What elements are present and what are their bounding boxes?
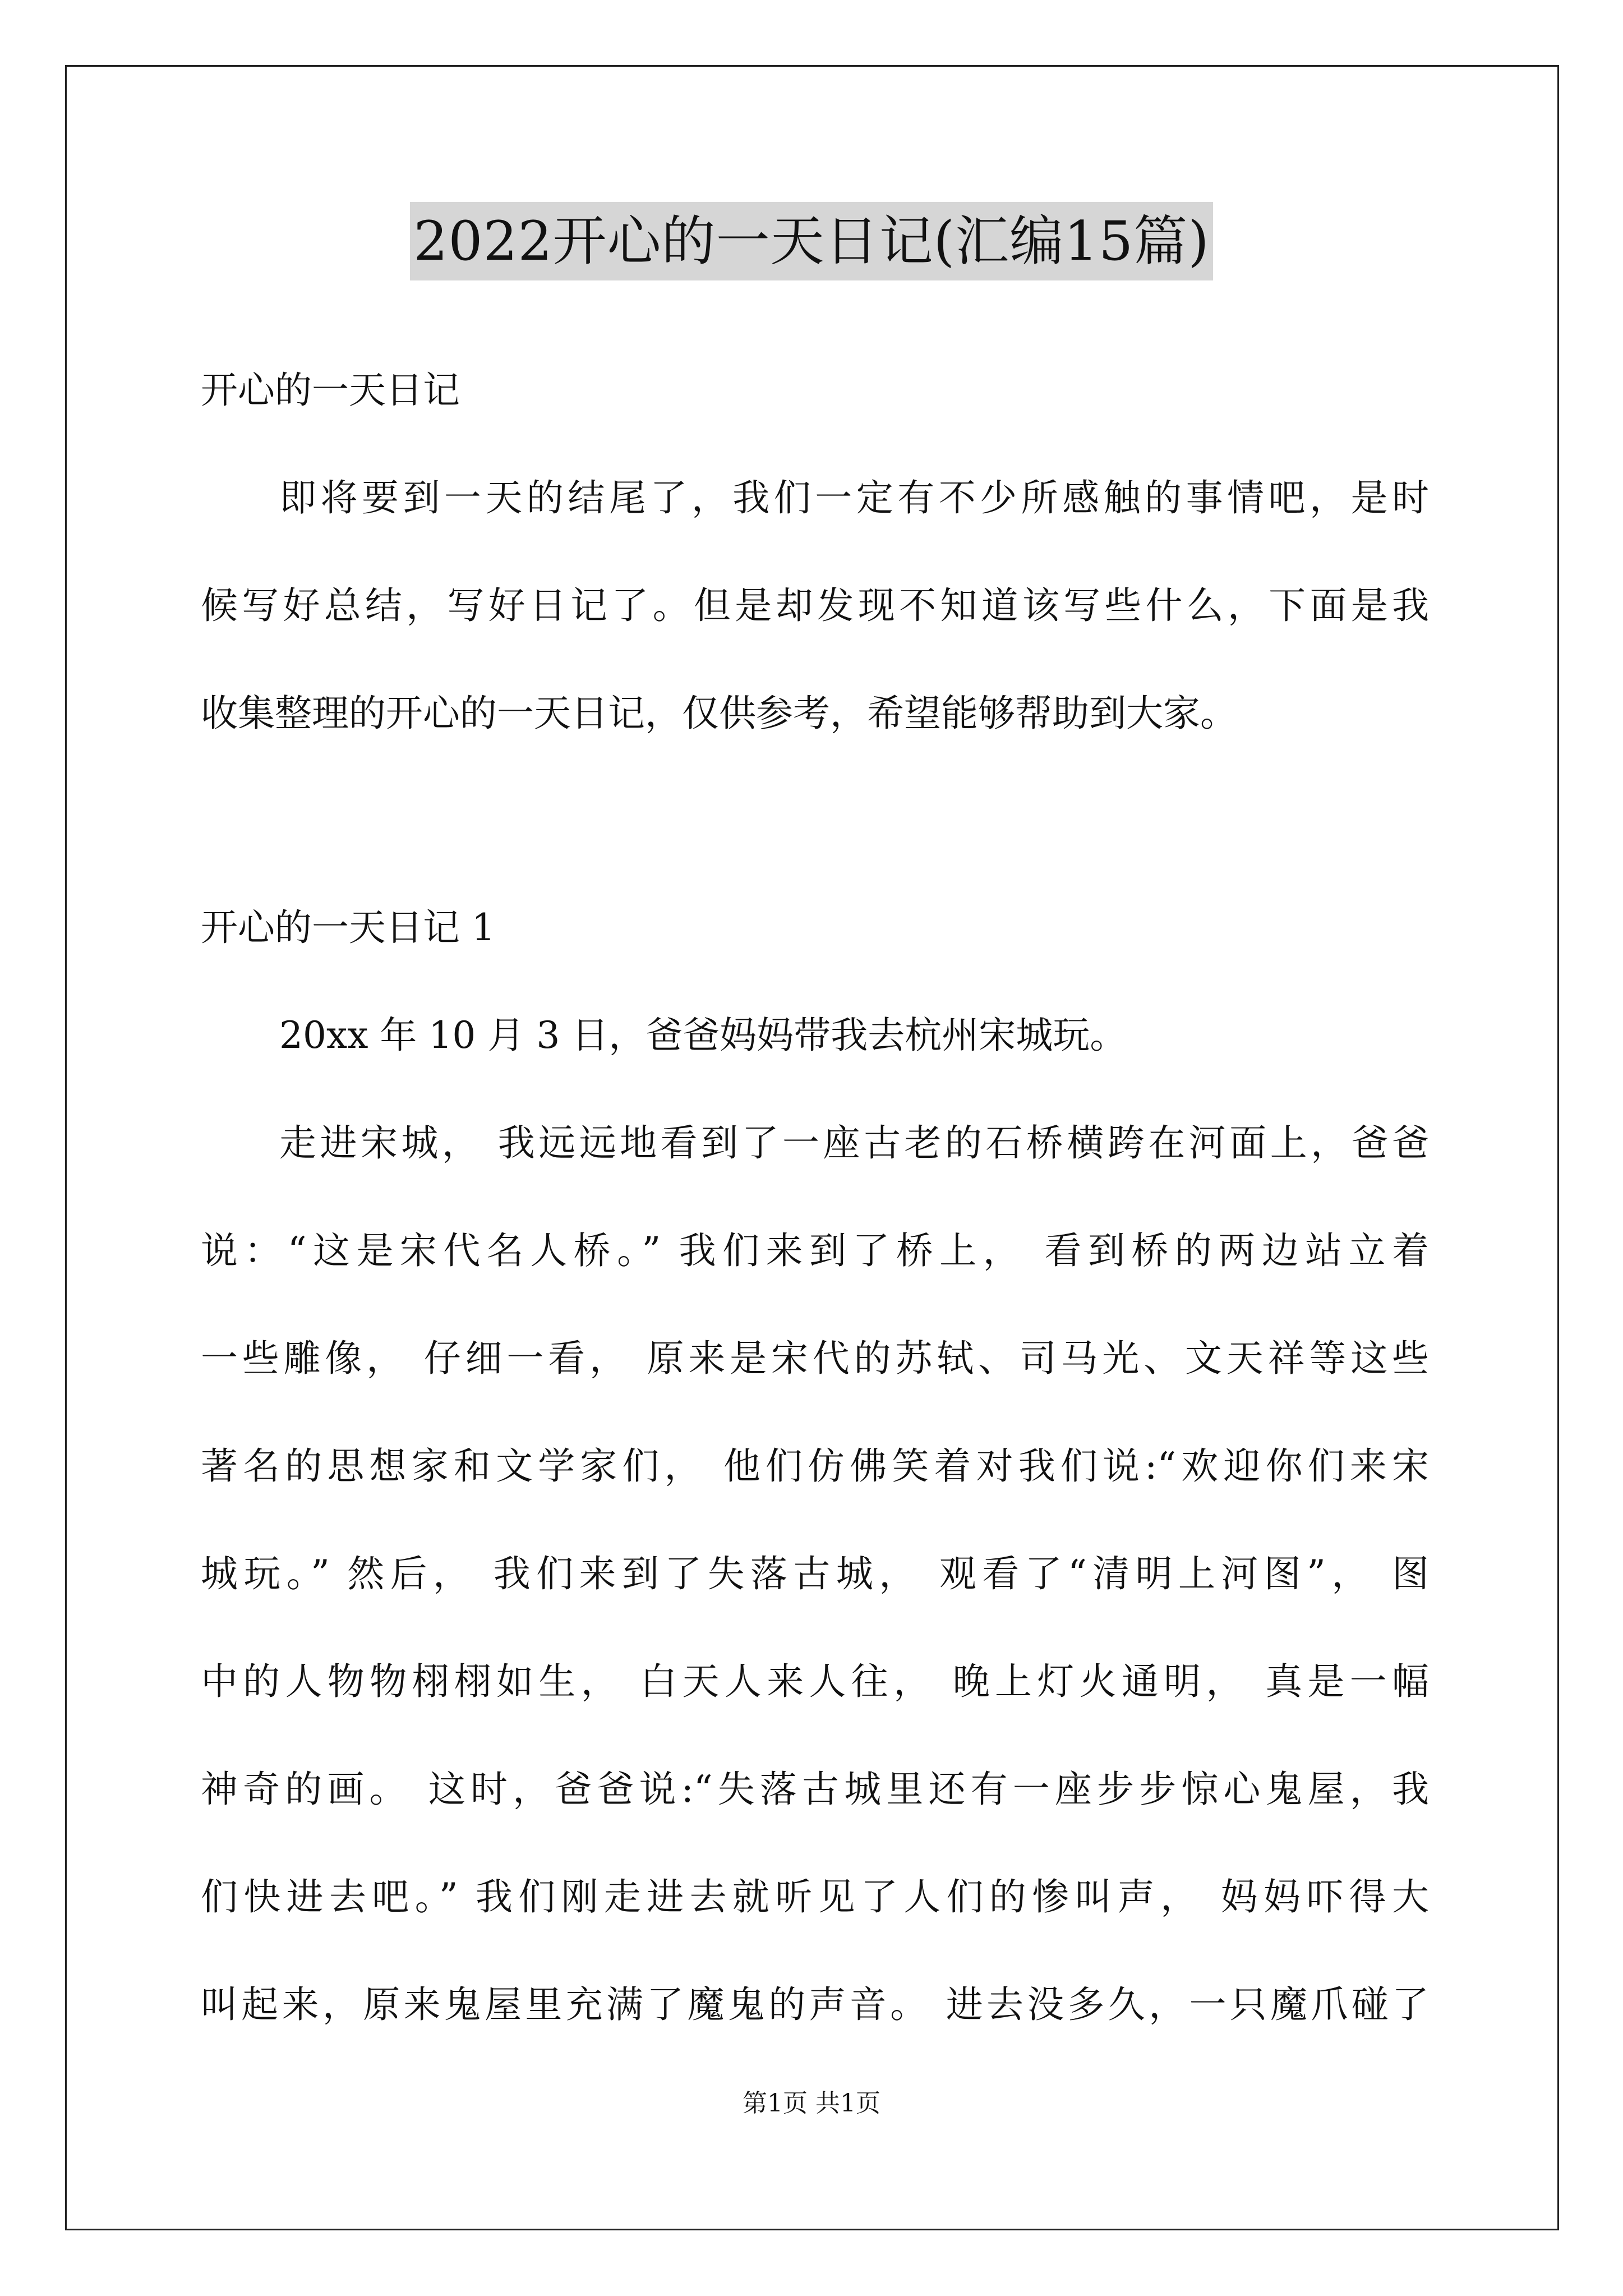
document-body (201, 337, 1429, 2059)
intro-heading: 开心的一天日记 (201, 369, 460, 412)
section1-line: 说：“这是宋代名人桥。” 我们来到了桥上， 看到桥的两边站立着 (201, 1229, 1429, 1272)
document-title: 2022开心的一天日记(汇编15篇) (410, 202, 1212, 280)
section1-date-line: 20xx 年 10 月 3 日，爸爸妈妈带我去杭州宋城玩。 (279, 1014, 1127, 1057)
intro-line: 收集整理的开心的一天日记，仅供参考，希望能够帮助到大家。 (201, 692, 1237, 735)
section-gap (201, 767, 1429, 874)
intro-line: 即将要到一天的结尾了，我们一定有不少所感触的事情吧，是时 (279, 476, 1429, 519)
section1-heading: 开心的一天日记 1 (201, 906, 495, 949)
section1-line: 神奇的画。 这时，爸爸说:“失落古城里还有一座步步惊心鬼屋，我 (201, 1768, 1429, 1811)
section1-line: 走进宋城， 我远远地看到了一座古老的石桥横跨在河面上，爸爸 (279, 1121, 1429, 1165)
section1-line: 著名的思想家和文学家们， 他们仿佛笑着对我们说:“欢迎你们来宋 (201, 1444, 1429, 1488)
section1-line: 中的人物物栩栩如生， 白天人来人往， 晚上灯火通明， 真是一幅 (201, 1660, 1429, 1703)
section1-line: 们快进去吧。” 我们刚走进去就听见了人们的惨叫声， 妈妈吓得大 (201, 1875, 1429, 1918)
intro-line: 候写好总结，写好日记了。但是却发现不知道该写些什么，下面是我 (201, 584, 1429, 627)
section1-line: 一些雕像， 仔细一看， 原来是宋代的苏轼、司马光、文天祥等这些 (201, 1337, 1429, 1380)
section1-line: 城玩。” 然后， 我们来到了失落古城， 观看了“清明上河图”， 图 (201, 1552, 1429, 1595)
section1-line: 叫起来，原来鬼屋里充满了魔鬼的声音。 进去没多久，一只魔爪碰了 (201, 1983, 1429, 2026)
title-container (0, 202, 1623, 280)
page-footer: 第1页 共1页 (743, 2089, 880, 2118)
